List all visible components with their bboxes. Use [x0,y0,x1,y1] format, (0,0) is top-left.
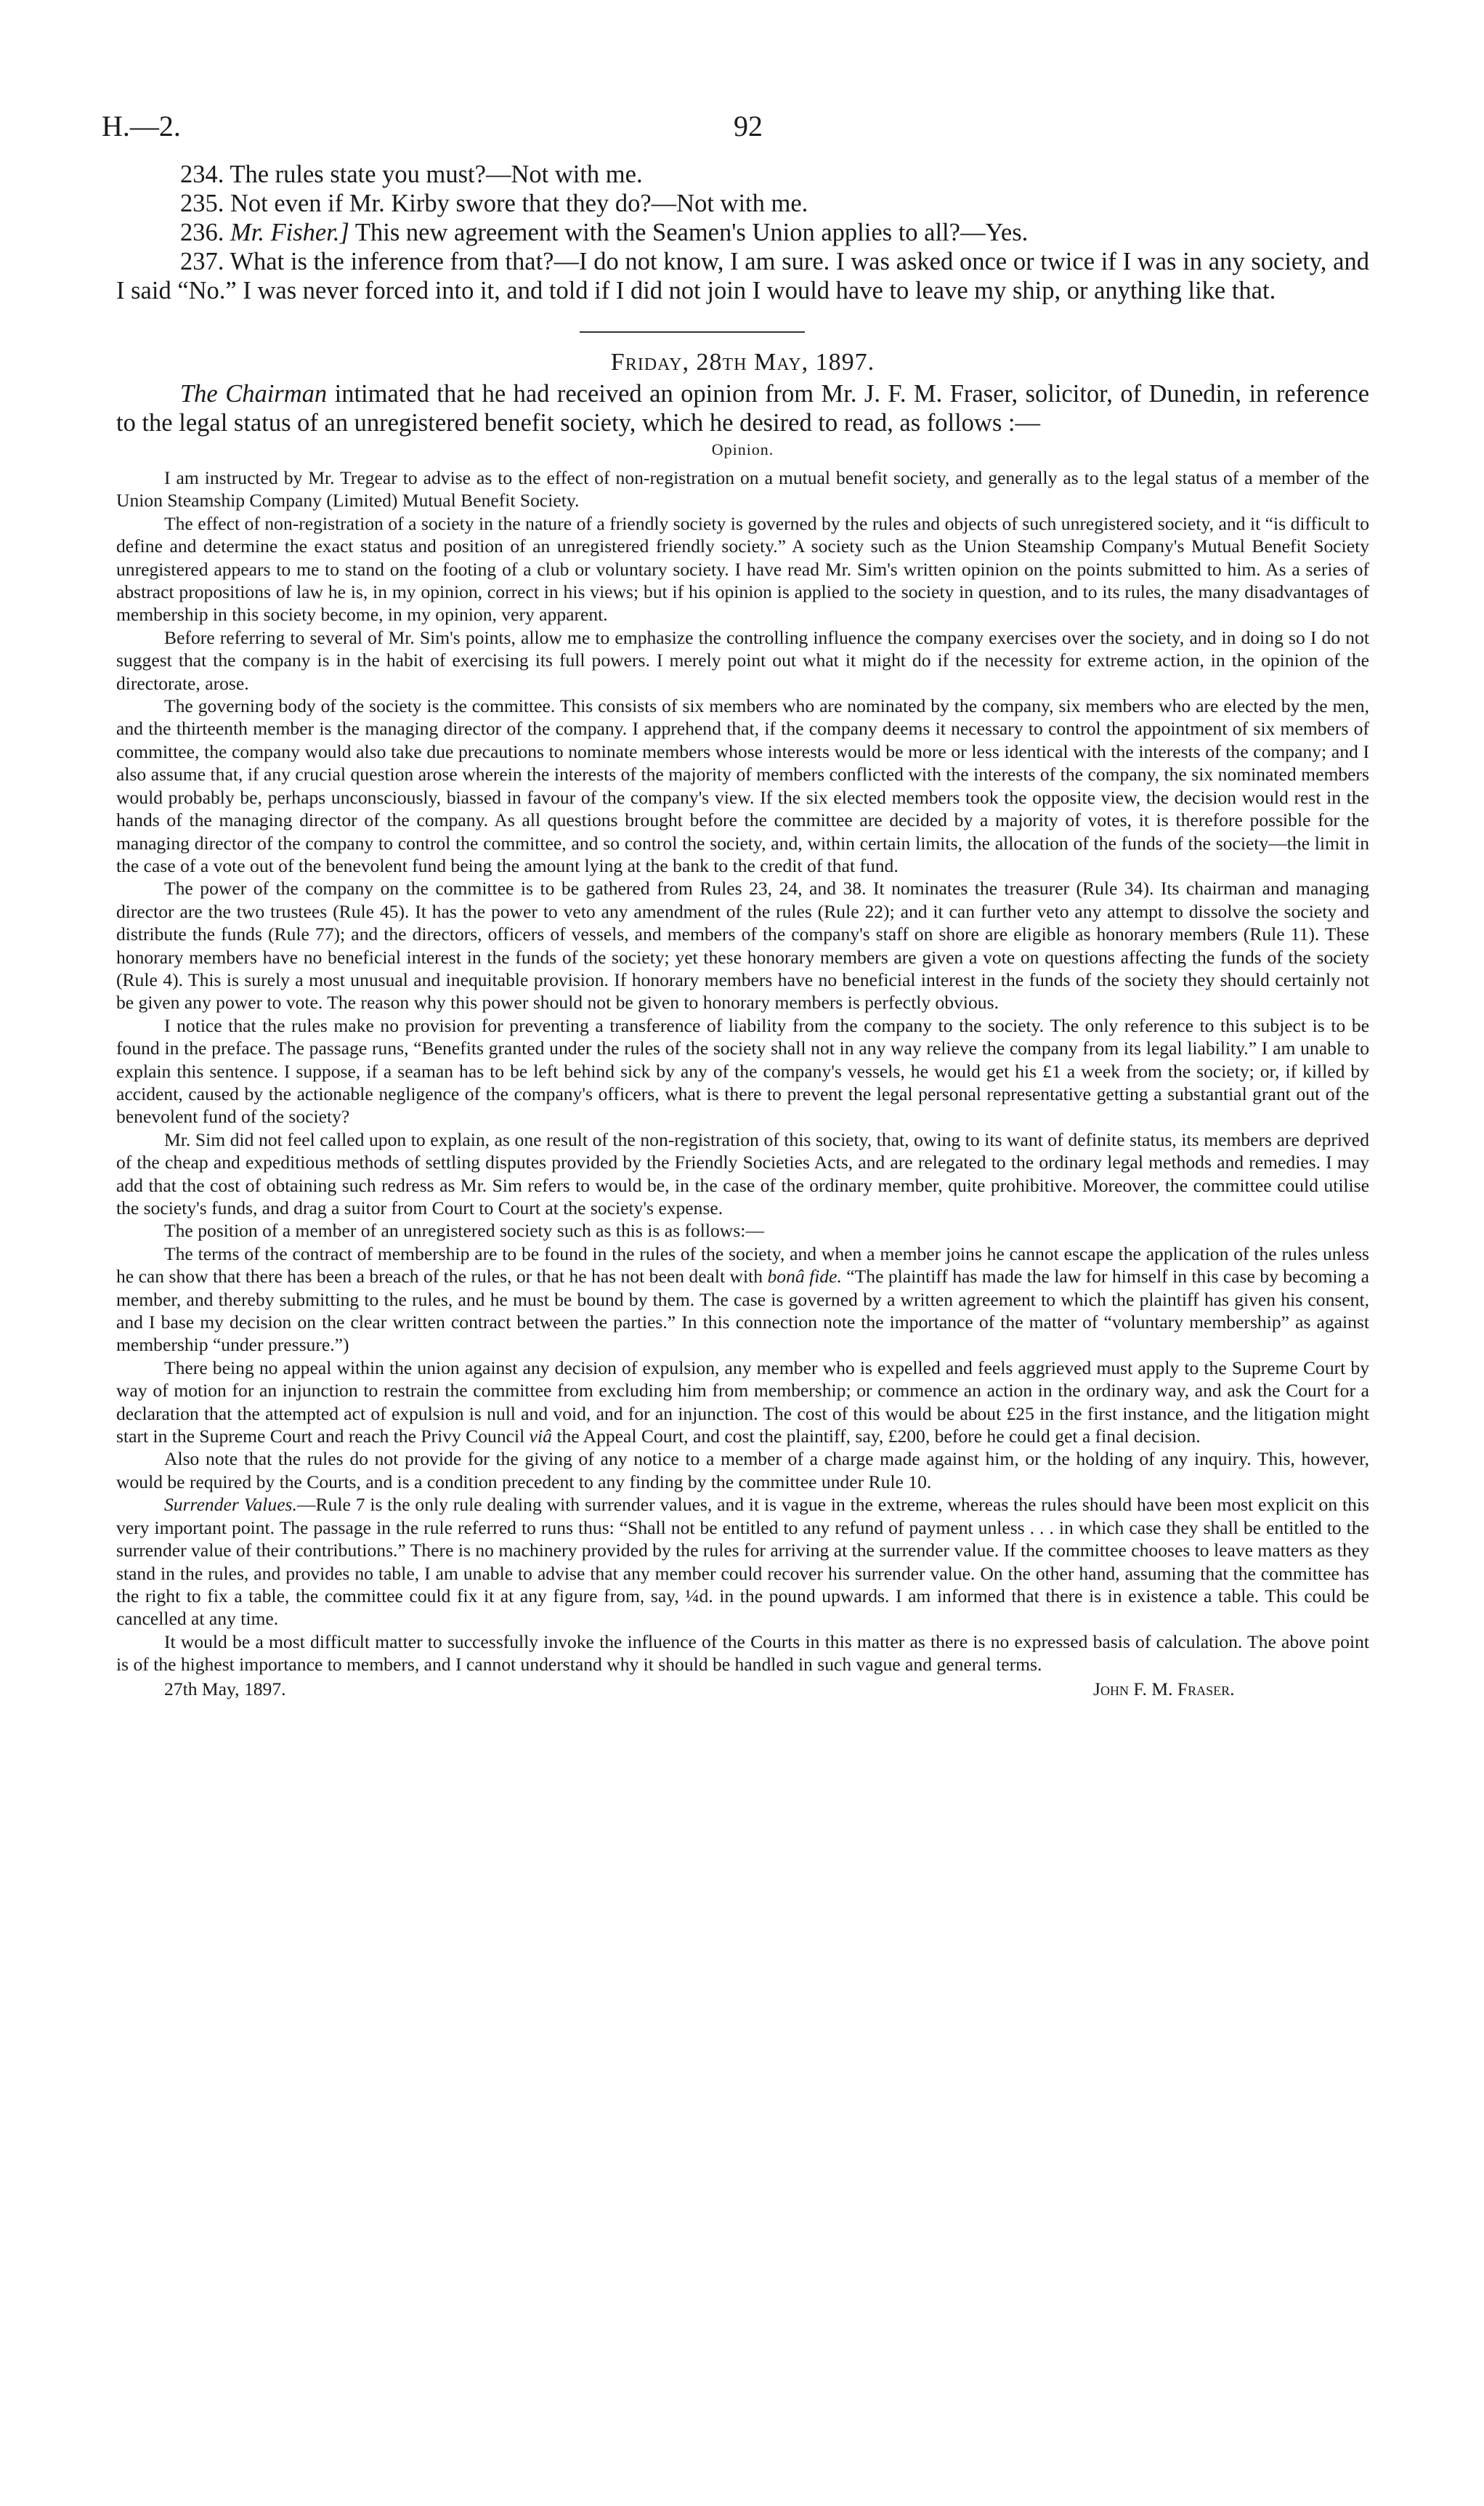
running-head [102,109,1369,160]
date-heading: Friday, 28th May, 1897. [610,349,875,376]
question-number: 236. [180,219,224,246]
evidence-questions [116,160,1369,305]
text-run: “The plaintiff has made the law for himself in this case by becoming a member, and thereby submitting to the rules, and he must be bound by them. The case is governed by a written agreement to which the plaintiff has given his consent, and I base my decision on the clear written contract between the parties.” In this connection note the importance of the matter of “voluntary membership” as against membership “under pressure.”) [116,1266,1369,1356]
paragraph: Mr. Sim did not feel called upon to explain, as one result of the non-registration of this society, that, owing to its want of definite status, its members are deprived of the cheap and expeditious methods of settling disputes provided by the Friendly Societies Acts, and are relegated to the ordinary legal methods and remedies. I may add that the cost of obtaining such redress as Mr. Sim refers to would be, in the case of the ordinary member, quite prohibitive. Moreover, the committee could utilise the society's funds, and drag a suitor from Court to Court at the society's expense. [116,1128,1369,1218]
signature-name: John F. M. Fraser. [1093,1678,1235,1699]
speaker-name: Mr. Fisher.] [230,219,349,246]
chairman-intro [116,379,1369,437]
paragraph: It would be a most difficult matter to successfully invoke the influence of the Courts in this matter as there is no expressed basis of calculation. The above point is of the highest importance to members, and I cannot understand why it should be handled in such vague and general terms. [116,1630,1369,1676]
section-divider [580,331,805,333]
paragraph: Before referring to several of Mr. Sim's points, allow me to emphasize the controlling influence the company exercises over the society, and in doing so I do not suggest that the company is in the habit of exercising its full powers. I merely point out what it might do if the necessity for extreme action, in the opinion of the directorate, arose. [116,626,1369,694]
page-number: 92 [734,110,763,142]
signature-date: 27th May, 1897. [164,1678,286,1699]
opinion-body [116,466,1369,1676]
document-reference: H.—2. [102,110,181,142]
question-235: 235. Not even if Mr. Kirby swore that they do?—Not with me. [180,190,808,217]
question-234: 234. The rules state you must?—Not with me. [180,161,643,188]
paragraph: The power of the company on the committee is to be gathered from Rules 23, 24, and 38. It nominates the treasurer (Rule 34). Its chairman and managing director are the two trustees (Rule 45). It has the power to veto any amendment of the rules (Rule 22); and it can further veto any attempt to dissolve the society and distribute the funds (Rule 77); and the directors, officers of vessels, and members of the company's staff on shore are eligible as honorary members (Rule 11). These honorary members have no beneficial interest in the funds of the society; yet these honorary members are given a vote on questions affecting the funds of the society (Rule 4). This is surely a most unusual and inequitable provision. If honorary members have no beneficial interest in the funds of the society they should certainly not be given any power to vote. The reason why this power should not be given to honorary members is perfectly obvious. [116,878,1369,1014]
text-run: —Rule 7 is the only rule dealing with surrender values, and it is vague in the extreme, whereas the rules should have been most explicit on this very important point. The passage in the rule referred to runs thus: “Shall not be entitled to any refund of payment unless . . . in which case they shall be entitled to the surrender value of their contributions.” There is no machinery provided by the rules for arriving at the surrender value. If the committee chooses to leave matters as they stand in the rules, and provides no table, I am unable to advise that any member could recover his surrender value. On the other hand, assuming that the committee has the right to fix a table, the committee could fix it at any figure from, say, ¼d. in the pound upwards. I am informed that there is in existence a table. This could be cancelled at any time. [116,1494,1369,1630]
paragraph: I am instructed by Mr. Tregear to advise as to the effect of non-registration on a mutual benefit society, and generally as to the legal status of a member of the Union Steamship Company (Limited) Mutual Benefit Society. [116,467,1369,512]
paragraph: The effect of non-registration of a society in the nature of a friendly society is governed by the rules and objects of such unregistered society, and it “is difficult to define and determine the exact status and position of an unregistered friendly society.” A society such as the Union Steamship Company's Mutual Benefit Society unregistered appears to me to stand on the footing of a club or voluntary society. I have read Mr. Sim's written opinion on the points submitted to him. As a series of abstract propositions of law he is, in my opinion, correct in his views; but if his opinion is applied to the society in question, and to its rules, the many disadvantages of membership in this society become, in my opinion, very apparent. [116,512,1369,626]
subheading: Surrender Values. [164,1494,297,1516]
document-page [102,109,1370,1701]
intro-text: intimated that he had received an opinion from Mr. J. F. M. Fraser, solicitor, of Dunedin, in reference to the legal status of an unregistered benefit society, which he desired to read, as follows :— [116,380,1370,437]
question-236 [116,218,1369,247]
speaker-name: The Chairman [180,380,328,408]
text-run: The terms of the contract of membership are to be found in the rules of the society, and when a member joins he cannot escape the application of the rules unless he can show that there has been a breach of the rules, or that he has not been dealt with [116,1242,1369,1288]
signature-line [116,1678,1369,1701]
opinion-heading: Opinion. [711,440,774,458]
text-run: the Appeal Court, and cost the plaintiff, say, £200, before he could get a final decision. [556,1426,1201,1447]
paragraph [116,1242,1369,1357]
text-run: There being no appeal within the union against any decision of expulsion, any member who is expelled and feels aggrieved must apply to the Supreme Court by way of motion for an injunction to restrain the committee from excluding him from membership; or commence an action in the ordinary way, and ask the Court for a declaration that the attempted act of expulsion is null and void, and for an injunction. The cost of this would be about £25 in the first instance, and the litigation might start in the Supreme Court and reach the Privy Council [116,1357,1369,1447]
paragraph: The position of a member of an unregistered society such as this is as follows:— [164,1220,764,1242]
latin-word: viâ [529,1426,552,1447]
paragraph: I notice that the rules make no provision for preventing a transference of liability from the company to the society. The only reference to this subject is to be found in the preface. The passage runs, “Benefits granted under the rules of the society shall not in any way relieve the company from its legal liability.” I am unable to explain this sentence. I suppose, if a seaman has to be left behind sick by any of the company's vessels, he would get his £1 a week from the society; or, if killed by accident, caused by the actionable negligence of the company's officers, what is there to prevent the legal personal representative getting a substantial grant out of the benevolent fund of the society? [116,1014,1369,1128]
paragraph: The governing body of the society is the committee. This consists of six members who are nominated by the company, six members who are elected by the men, and the thirteenth member is the managing director of the company. I apprehend that, if the company deems it necessary to control the appointment of six members of committee, the company would also take due precautions to nominate members whose interests would be more or less identical with the interests of the company; and I also assume that, if any crucial question arose wherein the interests of the majority of members conflicted with the interests of the company, the six nominated members would probably be, perhaps unconsciously, biassed in favour of the company's view. If the six elected members took the opposite view, the decision would rest in the hands of the managing director of the company. As all questions brought before the committee are decided by a majority of votes, it is therefore possible for the managing director of the company to control the committee, and so control the society, and, within certain limits, the allocation of the funds of the society—the limit in the case of a vote out of the benevolent fund being the amount lying at the bank to the credit of that fund. [116,695,1369,876]
latin-phrase: bonâ fide. [767,1266,842,1288]
paragraph: Also note that the rules do not provide for the giving of any notice to a member of a charge made against him, or the holding of any inquiry. This, however, would be required by the Courts, and is a condition precedent to any finding by the committee under Rule 10. [116,1448,1369,1492]
question-237: 237. What is the inference from that?—I do not know, I am sure. I was asked once or twice if I was in any society, and I said “No.” I was never forced into it, and told if I did not join I would have to leave my ship, or anything like that. [116,248,1369,304]
paragraph [116,1357,1369,1448]
question-text: This new agreement with the Seamen's Union applies to all?—Yes. [354,219,1029,246]
paragraph [116,1493,1369,1630]
